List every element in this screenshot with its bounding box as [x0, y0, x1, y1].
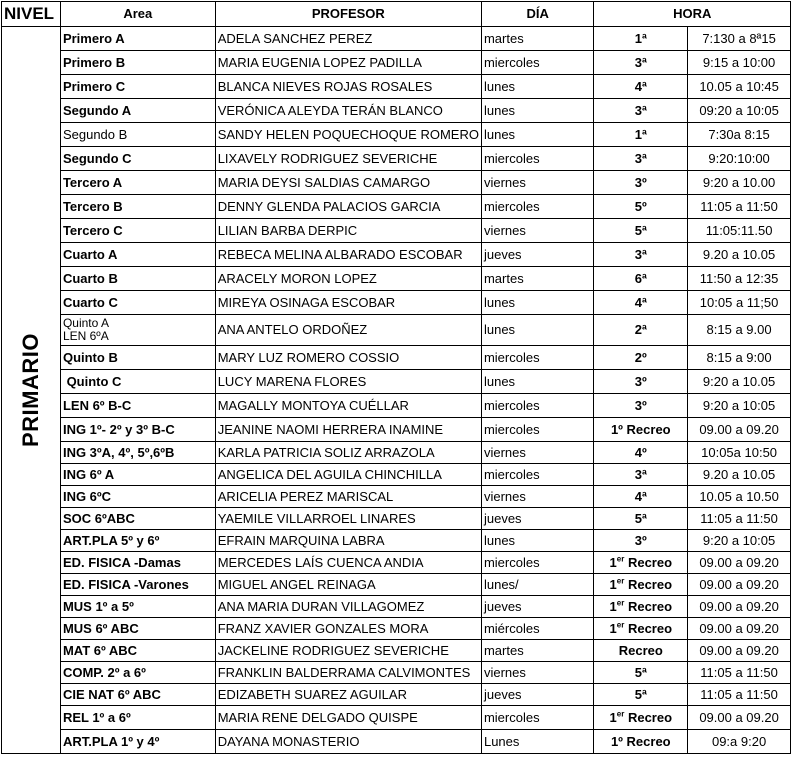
- table-row: [2, 530, 791, 552]
- profesor-cell: MARY LUZ ROMERO COSSIO: [215, 346, 481, 370]
- hora-cell: 11:05 a 11:50: [688, 662, 791, 684]
- hora-cell: 09.00 a 09.20: [688, 418, 791, 442]
- periodo-cell: 1er Recreo: [594, 574, 688, 596]
- area-cell: MAT 6º ABC: [60, 640, 215, 662]
- schedule-table: [1, 1, 791, 754]
- periodo-cell: 1º Recreo: [594, 730, 688, 754]
- area-cell: Segundo C: [60, 147, 215, 171]
- periodo-cell: 3ª: [594, 99, 688, 123]
- area-cell: Primero C: [60, 75, 215, 99]
- dia-cell: miercoles: [481, 346, 593, 370]
- hora-cell: 8:15 a 9:00: [688, 346, 791, 370]
- dia-cell: miércoles: [481, 618, 593, 640]
- hora-cell: 11:05 a 11:50: [688, 195, 791, 219]
- header-row: [2, 2, 791, 27]
- hora-cell: 11:05:11.50: [688, 219, 791, 243]
- profesor-cell: MAGALLY MONTOYA CUÉLLAR: [215, 394, 481, 418]
- header-nivel: NIVEL: [2, 2, 61, 27]
- periodo-cell: 1er Recreo: [594, 552, 688, 574]
- hora-cell: 10.05 a 10.50: [688, 486, 791, 508]
- dia-cell: martes: [481, 640, 593, 662]
- periodo-cell: 4º: [594, 442, 688, 464]
- dia-cell: viernes: [481, 662, 593, 684]
- hora-cell: 9:20 a 10:05: [688, 530, 791, 552]
- area-cell: COMP. 2º a 6º: [60, 662, 215, 684]
- dia-cell: miercoles: [481, 706, 593, 730]
- profesor-cell: MIGUEL ANGEL REINAGA: [215, 574, 481, 596]
- profesor-cell: LIXAVELY RODRIGUEZ SEVERICHE: [215, 147, 481, 171]
- area-cell: LEN 6º B-C: [60, 394, 215, 418]
- periodo-cell: Recreo: [594, 640, 688, 662]
- dia-cell: lunes: [481, 315, 593, 346]
- area-cell: ED. FISICA -Damas: [60, 552, 215, 574]
- periodo-cell: 6ª: [594, 267, 688, 291]
- table-row: [2, 706, 791, 730]
- hora-cell: 09.00 a 09.20: [688, 552, 791, 574]
- dia-cell: jueves: [481, 684, 593, 706]
- area-cell: ART.PLA 1º y 4º: [60, 730, 215, 754]
- profesor-cell: YAEMILE VILLARROEL LINARES: [215, 508, 481, 530]
- area-cell: Quinto B: [60, 346, 215, 370]
- profesor-cell: BLANCA NIEVES ROJAS ROSALES: [215, 75, 481, 99]
- hora-cell: 09:a 9:20: [688, 730, 791, 754]
- area-cell: ING 6º A: [60, 464, 215, 486]
- table-row: [2, 552, 791, 574]
- area-cell: MUS 1º a 5º: [60, 596, 215, 618]
- periodo-cell: 4ª: [594, 486, 688, 508]
- periodo-cell: 3ª: [594, 147, 688, 171]
- area-cell: Tercero A: [60, 171, 215, 195]
- area-cell: ED. FISICA -Varones: [60, 574, 215, 596]
- profesor-cell: ANA ANTELO ORDOÑEZ: [215, 315, 481, 346]
- table-row: [2, 442, 791, 464]
- periodo-cell: 5ª: [594, 662, 688, 684]
- periodo-cell: 4ª: [594, 291, 688, 315]
- hora-cell: 9.20 a 10.05: [688, 243, 791, 267]
- periodo-cell: 1er Recreo: [594, 596, 688, 618]
- profesor-cell: KARLA PATRICIA SOLIZ ARRAZOLA: [215, 442, 481, 464]
- area-cell: Quinto C: [60, 370, 215, 394]
- hora-cell: 8:15 a 9.00: [688, 315, 791, 346]
- hora-cell: 10:05 a 11;50: [688, 291, 791, 315]
- area-cell: ING 1º- 2º y 3º B-C: [60, 418, 215, 442]
- table-row: [2, 99, 791, 123]
- table-row: [2, 27, 791, 51]
- periodo-cell: 1ª: [594, 27, 688, 51]
- dia-cell: miercoles: [481, 464, 593, 486]
- hora-cell: 9:20:10:00: [688, 147, 791, 171]
- table-row: [2, 730, 791, 754]
- dia-cell: lunes: [481, 530, 593, 552]
- hora-cell: 9:20 a 10:05: [688, 394, 791, 418]
- dia-cell: lunes: [481, 370, 593, 394]
- table-row: [2, 75, 791, 99]
- periodo-cell: 3ª: [594, 243, 688, 267]
- table-row: [2, 267, 791, 291]
- periodo-cell: 3º: [594, 171, 688, 195]
- table-row: [2, 662, 791, 684]
- dia-cell: miercoles: [481, 51, 593, 75]
- dia-cell: martes: [481, 27, 593, 51]
- nivel-label: PRIMARIO: [17, 333, 43, 447]
- dia-cell: jueves: [481, 243, 593, 267]
- periodo-cell: 1ª: [594, 123, 688, 147]
- profesor-cell: EFRAIN MARQUINA LABRA: [215, 530, 481, 552]
- hora-cell: 09.00 a 09.20: [688, 706, 791, 730]
- dia-cell: miercoles: [481, 418, 593, 442]
- hora-cell: 10.05 a 10:45: [688, 75, 791, 99]
- profesor-cell: EDIZABETH SUAREZ AGUILAR: [215, 684, 481, 706]
- table-row: [2, 508, 791, 530]
- area-cell: REL 1º a 6º: [60, 706, 215, 730]
- periodo-cell: 3ª: [594, 51, 688, 75]
- hora-cell: 9:20 a 10.00: [688, 171, 791, 195]
- table-row: [2, 243, 791, 267]
- dia-cell: miercoles: [481, 394, 593, 418]
- area-cell: SOC 6ºABC: [60, 508, 215, 530]
- dia-cell: viernes: [481, 171, 593, 195]
- header-profesor: PROFESOR: [215, 2, 481, 27]
- table-row: [2, 370, 791, 394]
- profesor-cell: VERÓNICA ALEYDA TERÁN BLANCO: [215, 99, 481, 123]
- table-row: [2, 147, 791, 171]
- profesor-cell: DAYANA MONASTERIO: [215, 730, 481, 754]
- dia-cell: Lunes: [481, 730, 593, 754]
- table-row: [2, 596, 791, 618]
- periodo-cell: 1er Recreo: [594, 706, 688, 730]
- hora-cell: 11:05 a 11:50: [688, 508, 791, 530]
- table-row: [2, 171, 791, 195]
- profesor-cell: ARACELY MORON LOPEZ: [215, 267, 481, 291]
- table-row: [2, 684, 791, 706]
- profesor-cell: LUCY MARENA FLORES: [215, 370, 481, 394]
- dia-cell: jueves: [481, 508, 593, 530]
- area-cell: Cuarto A: [60, 243, 215, 267]
- table-row: [2, 195, 791, 219]
- periodo-cell: 3º: [594, 370, 688, 394]
- table-row: [2, 219, 791, 243]
- hora-cell: 9:20 a 10.05: [688, 370, 791, 394]
- profesor-cell: MIREYA OSINAGA ESCOBAR: [215, 291, 481, 315]
- dia-cell: lunes: [481, 75, 593, 99]
- profesor-cell: MERCEDES LAÍS CUENCA ANDIA: [215, 552, 481, 574]
- profesor-cell: ANGELICA DEL AGUILA CHINCHILLA: [215, 464, 481, 486]
- hora-cell: 7:30a 8:15: [688, 123, 791, 147]
- dia-cell: miercoles: [481, 195, 593, 219]
- area-cell: Cuarto C: [60, 291, 215, 315]
- profesor-cell: LILIAN BARBA DERPIC: [215, 219, 481, 243]
- area-cell: Primero B: [60, 51, 215, 75]
- area-cell: MUS 6º ABC: [60, 618, 215, 640]
- table-row: [2, 486, 791, 508]
- dia-cell: miercoles: [481, 147, 593, 171]
- profesor-cell: DENNY GLENDA PALACIOS GARCIA: [215, 195, 481, 219]
- profesor-cell: MARIA RENE DELGADO QUISPE: [215, 706, 481, 730]
- header-area: Area: [60, 2, 215, 27]
- table-row: [2, 394, 791, 418]
- periodo-cell: 3ª: [594, 464, 688, 486]
- table-row: [2, 418, 791, 442]
- table-row: [2, 464, 791, 486]
- profesor-cell: FRANZ XAVIER GONZALES MORA: [215, 618, 481, 640]
- periodo-cell: 2ª: [594, 315, 688, 346]
- periodo-cell: 5ª: [594, 508, 688, 530]
- area-cell: ING 3ºA, 4º, 5º,6ºB: [60, 442, 215, 464]
- profesor-cell: ANA MARIA DURAN VILLAGOMEZ: [215, 596, 481, 618]
- profesor-cell: FRANKLIN BALDERRAMA CALVIMONTES: [215, 662, 481, 684]
- area-cell: Tercero B: [60, 195, 215, 219]
- area-cell: Quinto A LEN 6ºA: [60, 315, 215, 346]
- periodo-cell: 4ª: [594, 75, 688, 99]
- dia-cell: viernes: [481, 486, 593, 508]
- profesor-cell: MARIA DEYSI SALDIAS CAMARGO: [215, 171, 481, 195]
- area-cell: Primero A: [60, 27, 215, 51]
- hora-cell: 11:05 a 11:50: [688, 684, 791, 706]
- profesor-cell: JEANINE NAOMI HERRERA INAMINE: [215, 418, 481, 442]
- periodo-cell: 1º Recreo: [594, 418, 688, 442]
- periodo-cell: 2º: [594, 346, 688, 370]
- table-row: [2, 574, 791, 596]
- profesor-cell: REBECA MELINA ALBARADO ESCOBAR: [215, 243, 481, 267]
- table-row: [2, 123, 791, 147]
- hora-cell: 10:05a 10:50: [688, 442, 791, 464]
- dia-cell: lunes: [481, 123, 593, 147]
- periodo-cell: 3º: [594, 530, 688, 552]
- hora-cell: 09:20 a 10:05: [688, 99, 791, 123]
- dia-cell: lunes: [481, 99, 593, 123]
- table-row: [2, 346, 791, 370]
- profesor-cell: ADELA SANCHEZ PEREZ: [215, 27, 481, 51]
- dia-cell: lunes/: [481, 574, 593, 596]
- area-cell: Segundo B: [60, 123, 215, 147]
- hora-cell: 09.00 a 09.20: [688, 618, 791, 640]
- table-row: [2, 291, 791, 315]
- area-cell: CIE NAT 6º ABC: [60, 684, 215, 706]
- periodo-cell: 1er Recreo: [594, 618, 688, 640]
- hora-cell: 09.00 a 09.20: [688, 574, 791, 596]
- area-cell: Cuarto B: [60, 267, 215, 291]
- periodo-cell: 5º: [594, 195, 688, 219]
- table-row: [2, 640, 791, 662]
- area-cell: Tercero C: [60, 219, 215, 243]
- profesor-cell: MARIA EUGENIA LOPEZ PADILLA: [215, 51, 481, 75]
- dia-cell: martes: [481, 267, 593, 291]
- hora-cell: 9:15 a 10:00: [688, 51, 791, 75]
- table-row: [2, 51, 791, 75]
- area-cell: ART.PLA 5º y 6º: [60, 530, 215, 552]
- hora-cell: 11:50 a 12:35: [688, 267, 791, 291]
- dia-cell: jueves: [481, 596, 593, 618]
- table-row: [2, 315, 791, 346]
- header-hora: HORA: [594, 2, 791, 27]
- hora-cell: 7:130 a 8ª15: [688, 27, 791, 51]
- table-row: [2, 618, 791, 640]
- profesor-cell: ARICELIA PEREZ MARISCAL: [215, 486, 481, 508]
- profesor-cell: JACKELINE RODRIGUEZ SEVERICHE: [215, 640, 481, 662]
- area-cell: Segundo A: [60, 99, 215, 123]
- header-dia: DÍA: [481, 2, 593, 27]
- dia-cell: miercoles: [481, 552, 593, 574]
- hora-cell: 09.00 a 09.20: [688, 596, 791, 618]
- hora-cell: 9.20 a 10.05: [688, 464, 791, 486]
- profesor-cell: SANDY HELEN POQUECHOQUE ROMERO: [215, 123, 481, 147]
- area-cell: ING 6ºC: [60, 486, 215, 508]
- periodo-cell: 5ª: [594, 684, 688, 706]
- nivel-cell: [2, 27, 61, 754]
- dia-cell: viernes: [481, 219, 593, 243]
- periodo-cell: 5ª: [594, 219, 688, 243]
- hora-cell: 09.00 a 09.20: [688, 640, 791, 662]
- periodo-cell: 3º: [594, 394, 688, 418]
- dia-cell: viernes: [481, 442, 593, 464]
- dia-cell: lunes: [481, 291, 593, 315]
